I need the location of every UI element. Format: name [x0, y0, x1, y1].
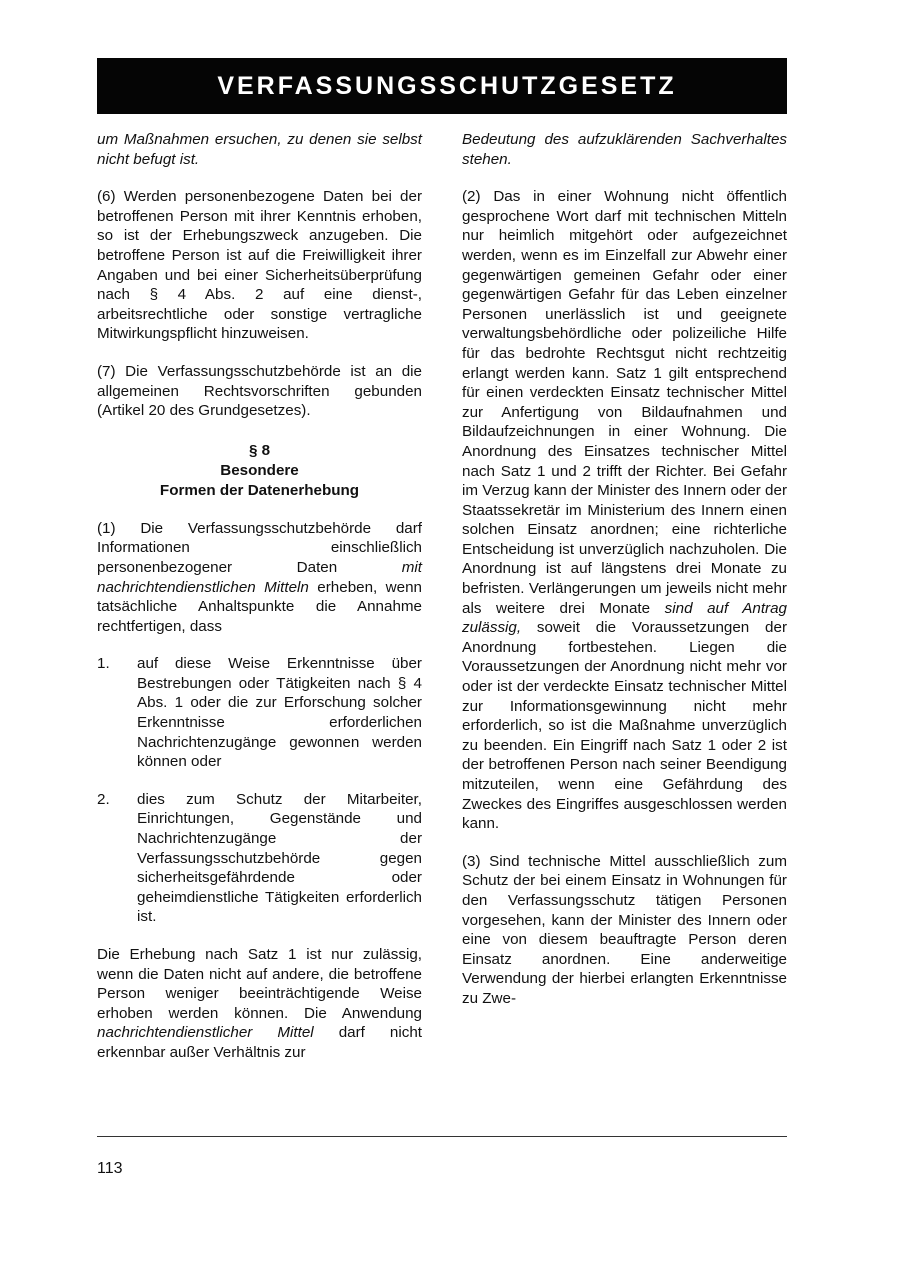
list-item-text: dies zum Schutz der Mitarbeiter, Einrichtungen, Gegenstände und Nachrichtenzugänge der Verfassungsschutzbehörde gegen sicherheitsgefährdende oder geheimdienstliche Tätigkeiten erforderlich ist.: [137, 790, 422, 926]
left-column: [97, 130, 422, 1063]
closing-italic: nachrichtendienstlicher Mittel: [97, 1024, 314, 1042]
paragraph-2-italic: sind auf Antrag zulässig,: [462, 599, 787, 637]
footer-divider: [97, 1136, 787, 1137]
paragraph-2-part-b: soweit die Voraussetzungen der Anordnung fortbestehen. Liegen die Voraussetzungen der Anordnung nicht mehr vor oder ist der verdeckte Einsatz technischer Mittel zur Informationsgewinnung nicht mehr erforderlich, so ist die Maßnahme unverzüglich zu beenden. Ein Eingriff nach Satz 1 oder 2 ist der betroffenen Person nach seiner Beendigung mitzuteilen, wenn eine Gefährdung des Zweckes des Eingriffes ausgeschlossen werden kann.: [462, 619, 787, 833]
section-heading: [97, 441, 422, 501]
paragraph-1-start: (1) Die Verfassungsschutzbehörde darf Informationen einschließlich personenbezogener Daten: [97, 519, 422, 576]
header-bar: [97, 58, 787, 114]
paragraph-3: (3) Sind technische Mittel ausschließlich zum Schutz der bei einem Einsatz in Wohnungen für den Verfassungsschutz tätigen Personen vorgesehen, kann der Minister des Innern oder eine von diesem beauftragte Person deren Einsatz anordnen. Eine anderweitige Verwendung der hierbei erlangten Erkenntnisse zu Zwe-: [462, 852, 787, 1007]
closing-start: Die Erhebung nach Satz 1 ist nur zulässig, wenn die Daten nicht auf andere, die betroffene Person weniger beeinträchtigende Weise erhoben werden können. Die Anwendung: [97, 946, 422, 1022]
paragraph-1-end: erheben, wenn tatsächliche Anhaltspunkte die Annahme rechtfertigen, dass: [97, 578, 422, 635]
list-item-text: auf diese Weise Erkenntnisse über Bestrebungen oder Tätigkeiten nach § 4 Abs. 1 oder die zur Erforschung solcher Erkenntnisse erforderlichen Nachrichtenzugänge gewonnen werden können oder: [137, 655, 422, 771]
paragraph-6: (6) Werden personenbezogene Daten bei der betroffenen Person mit ihrer Kenntnis erhoben, so ist der Erhebungszweck anzugeben. Die betroffene Person ist auf die Freiwilligkeit ihrer Angaben und bei einer Sicherheitsüberprüfung nach § 4 Abs. 2 auf eine dienst-, arbeitsrechtliche oder sonstige vertragliche Mitwirkungspflicht hinzuweisen.: [97, 188, 422, 343]
paragraph-2-part-a: (2) Das in einer Wohnung nicht öffentlich gesprochene Wort darf mit technischen Mitteln nur heimlich mitgehört oder aufgezeichnet werden, wenn es im Einzelfall zur Abwehr einer gegenwärtigen gemeinen Gefahr oder einer gegenwärtigen Gefahr für das Leben einzelner Personen unerlässlich ist und geeignete verwaltungsbehördliche oder polizeiliche Hilfe für das bedrohte Rechtsgut nicht rechtzeitig erlangt werden kann. Satz 1 gilt entsprechend für einen verdeckten Einsatz technischer Mittel zur Anfertigung von Bildaufnahmen und Bildaufzeichnungen in einer Wohnung. Die Anordnung des Einsatzes technischer Mittel nach Satz 1 und 2 trifft der Richter. Bei Gefahr im Verzug kann der Minister des Innern oder der Staatssekretär im Ministerium des Innern einen solchen Einsatz anordnen; eine richterliche Entscheidung ist unverzüglich nachzuholen. Die Anordnung ist auf längstens drei Monate zu befristen. Verlängerungen um jeweils nicht mehr als weitere drei Monate: [462, 188, 788, 617]
closing-paragraph: [97, 945, 422, 1063]
list-item: [97, 790, 422, 927]
section-title-line-2: Formen der Datenerhebung: [159, 481, 360, 499]
section-title-line-1: Besondere: [220, 461, 299, 479]
paragraph-7: (7) Die Verfassungsschutzbehörde ist an die allgemeinen Rechtsvorschriften gebunden (Artikel 20 des Grundgesetzes).: [97, 362, 422, 420]
closing-end: darf nicht erkennbar außer Verhältnis zur: [97, 1024, 422, 1061]
page-number: 113: [97, 1160, 123, 1177]
right-continuation-text: Bedeutung des aufzuklärenden Sachverhaltes stehen.: [462, 131, 787, 168]
paragraph-2: [462, 187, 787, 834]
list-item: [97, 654, 422, 772]
right-column: [462, 130, 787, 1009]
paragraph-1: [97, 519, 422, 637]
page-title: VERFASSUNGSSCHUTZGESETZ: [217, 71, 677, 100]
left-continuation-text: um Maßnahmen ersuchen, zu denen sie selbst nicht befugt ist.: [97, 131, 422, 168]
list-item-number: 2.: [97, 790, 110, 808]
list-item-number: 1.: [97, 655, 110, 673]
section-number: § 8: [248, 441, 271, 459]
paragraph-1-italic: mit nachrichtendienstlichen Mitteln: [97, 558, 422, 596]
